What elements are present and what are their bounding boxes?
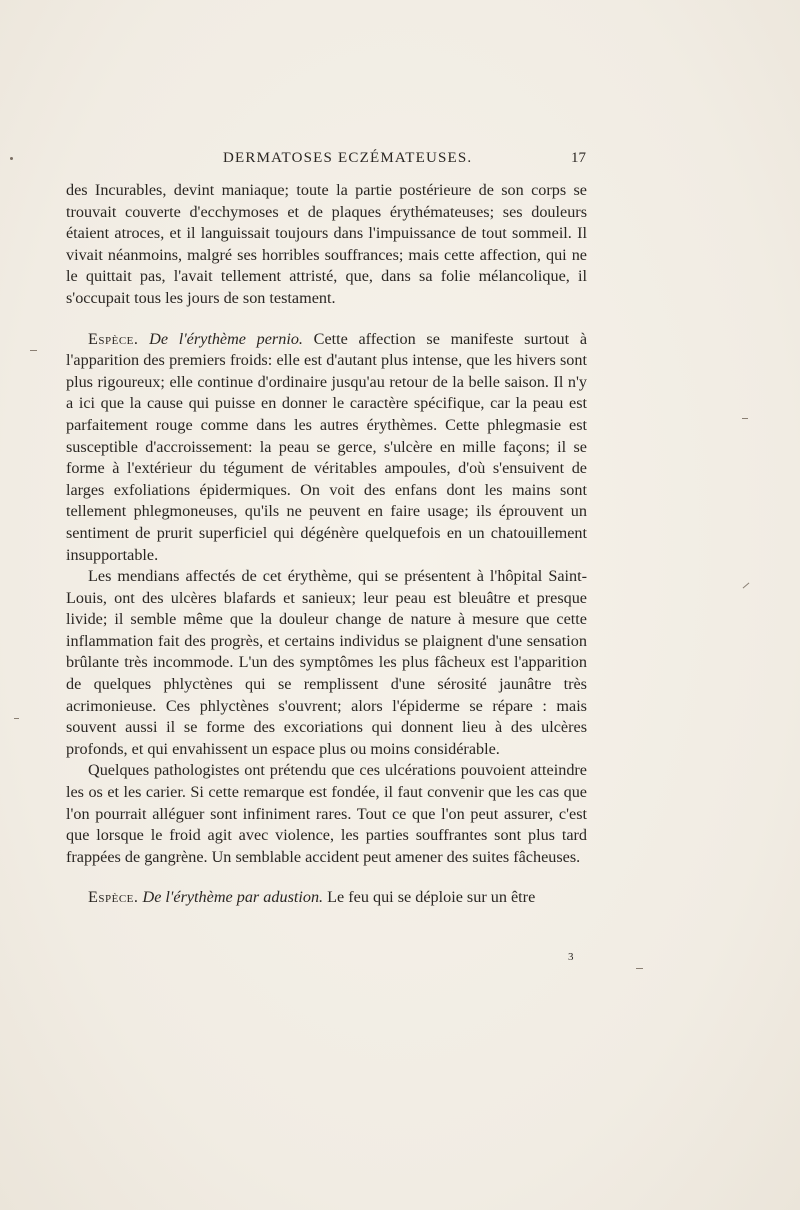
section-label: Espèce. <box>88 888 139 907</box>
paragraph-text: Quelques pathologistes ont prétendu que ces ulcérations pouvoient atteindre les os et les carier. Si cette remarque est fondée, il faut convenir que les cas que l'on pourrait alléguer sont infiniment rares. Tout ce que l'on peut assurer, c'est que lorsque le froid agit avec violence, les parties souffrantes sont plus tard frappées de gangrène. Un semblable accident peut amener des suites fâcheuses. <box>66 761 587 866</box>
paragraph-text: Cette affection se manifeste surtout à l'apparition des premiers froids: elle est d'autant plus intense, que les hivers sont plus rigoureux; elle continue d'ordinaire jusqu'au retour de la belle saison. Il n'y a ici que la cause qui puisse en donner le caractère spécifique, car la peau est parfaitement rouge comme dans les autres érythèmes. Cette phlegmasie est susceptible d'accroissement: la peau se gerce, s'ulcère en mille façons; il se forme à l'extérieur du tégument de véritables ampoules, d'où s'ensuivent de larges exfoliations épidermiques. On voit des enfans dont les mains sont tellement phlegmoneuses, qu'ils ne peuvent en faire usage; ils éprouvent un sentiment de prurit superficiel qui dégénère quelquefois en un chatouillement insupportable. <box>66 329 588 564</box>
running-title: DERMATOSES ECZÉMATEUSES. <box>223 150 473 166</box>
section-espece-adustion <box>66 887 587 909</box>
paragraph-text: des Incurables, devint maniaque; toute la partie postérieure de son corps se trouvait couverte d'ecchymoses et de plaques érythémateuses; ses douleurs étaient atroces, et il languissait toujours dans l'impuissance de tout sommeil. Il vivait néanmoins, malgré ses horribles souffrances; mais cette affection, qui ne le quittait pas, l'avait tellement attristé, que, dans sa folie mélancolique, il s'occupait tous les jours de son testament. <box>66 181 587 307</box>
section-title: De l'érythème pernio. <box>149 329 303 348</box>
body-text <box>66 180 587 909</box>
section-espece-pernio <box>66 329 587 567</box>
paragraph <box>66 566 587 760</box>
paragraph <box>66 760 587 868</box>
paper-speck <box>10 157 13 160</box>
margin-mark <box>742 418 748 419</box>
paragraph <box>66 180 587 310</box>
margin-mark <box>30 350 37 351</box>
paragraph-text: Les mendians affectés de cet érythème, qui se présentent à l'hôpital Saint-Louis, ont des ulcères blafards et sanieux; leur peau est bleuâtre et presque livide; il semble même que la douleur change de nature à mesure que cette inflammation fait des progrès, et certains individus se plaignent d'une sensation brûlante très incommode. L'un des symptômes les plus fâcheux est l'apparition de quelques phlyctènes qui se remplissent d'une sérosité jaunâtre très acrimonieuse. Ces phlyctènes s'ouvrent; alors l'épiderme se répare : mais souvent aussi il se forme des excoriations qui donnent lieu à des ulcères profonds, et qui envahissent un espace plus ou moins considérable. <box>66 567 587 758</box>
signature-mark: 3 <box>568 951 574 963</box>
paragraph-text: Le feu qui se déploie sur un être <box>327 888 536 907</box>
margin-mark <box>743 583 750 589</box>
margin-mark <box>636 968 643 969</box>
section-title: De l'érythème par adustion. <box>142 888 324 907</box>
running-header <box>66 150 586 172</box>
margin-mark <box>14 718 19 719</box>
page-number: 17 <box>571 150 586 166</box>
section-label: Espèce. <box>88 329 139 348</box>
